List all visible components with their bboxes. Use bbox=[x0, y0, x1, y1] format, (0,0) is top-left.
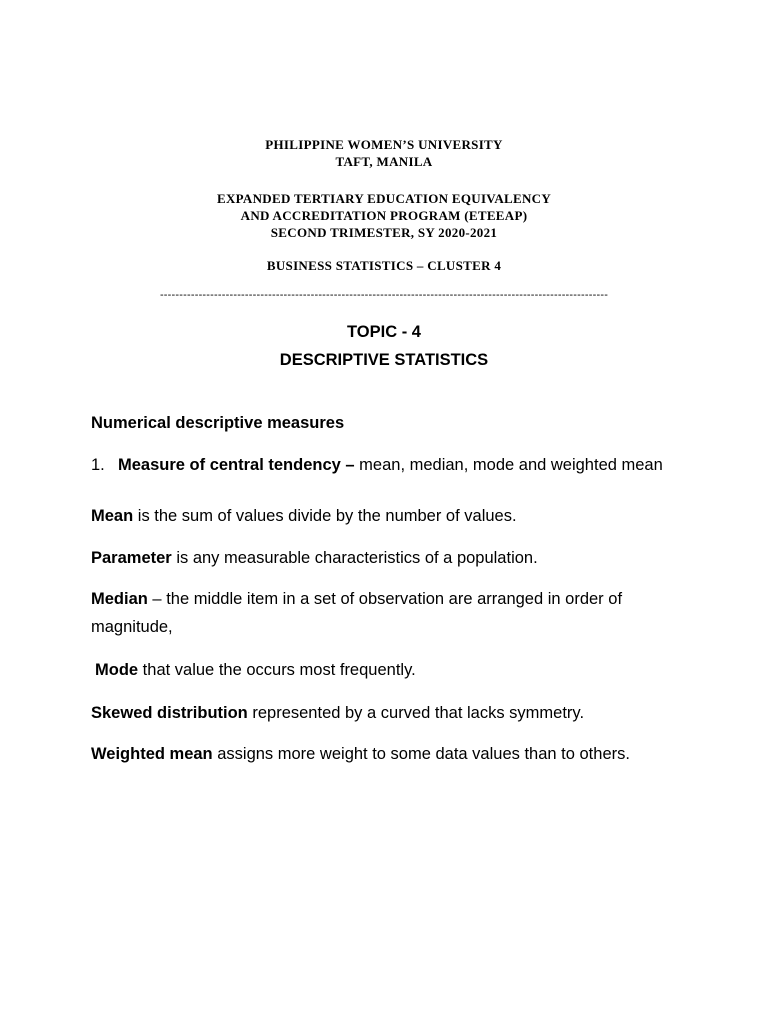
definition-skewed bbox=[91, 699, 677, 727]
term-line: SECOND TRIMESTER, SY 2020-2021 bbox=[270, 225, 498, 240]
university-name: PHILIPPINE WOMEN’S UNIVERSITY bbox=[265, 137, 503, 152]
university-header bbox=[0, 136, 768, 170]
program-name-line1: EXPANDED TERTIARY EDUCATION EQUIVALENCY bbox=[216, 191, 552, 206]
term-median: Median bbox=[91, 590, 148, 608]
definition-mode bbox=[95, 656, 681, 684]
topic-number: TOPIC - 4 bbox=[347, 323, 421, 341]
course-header bbox=[0, 257, 768, 274]
text-median: – the middle item in a set of observation are arranged in order of magnitude, bbox=[91, 590, 623, 636]
dashed-divider: -------------------------------------------------------------------------------------------------------------------- bbox=[159, 289, 609, 301]
term-weighted-mean: Weighted mean bbox=[91, 745, 213, 763]
definition-mean bbox=[91, 502, 677, 530]
list-item-central-tendency bbox=[91, 453, 677, 477]
definition-weighted-mean bbox=[91, 740, 677, 768]
course-name: BUSINESS STATISTICS – CLUSTER 4 bbox=[266, 258, 502, 273]
term-parameter: Parameter bbox=[91, 549, 172, 567]
list-item-text: mean, median, mode and weighted mean bbox=[354, 456, 663, 474]
program-name-line2: AND ACCREDITATION PROGRAM (ETEEAP) bbox=[240, 208, 528, 223]
text-skewed: represented by a curved that lacks symmetry. bbox=[247, 704, 585, 722]
list-number: 1. bbox=[91, 456, 105, 474]
term-mode: Mode bbox=[95, 661, 139, 679]
university-location: TAFT, MANILA bbox=[335, 154, 433, 169]
list-item-content bbox=[118, 453, 677, 477]
text-parameter: is any measurable characteristics of a population. bbox=[171, 549, 538, 567]
definition-median bbox=[91, 585, 677, 641]
section-heading-text: Numerical descriptive measures bbox=[91, 414, 345, 432]
program-header bbox=[0, 190, 768, 241]
text-mode: that value the occurs most frequently. bbox=[138, 661, 416, 679]
list-item-term: Measure of central tendency – bbox=[118, 456, 355, 474]
term-skewed: Skewed distribution bbox=[91, 704, 248, 722]
topic-title: DESCRIPTIVE STATISTICS bbox=[279, 351, 489, 369]
text-weighted-mean: assigns more weight to some data values than to others. bbox=[212, 745, 630, 763]
topic-heading bbox=[0, 318, 768, 374]
section-heading bbox=[91, 409, 677, 437]
text-mean: is the sum of values divide by the number of values. bbox=[133, 507, 517, 525]
definition-parameter bbox=[91, 544, 677, 572]
term-mean: Mean bbox=[91, 507, 134, 525]
